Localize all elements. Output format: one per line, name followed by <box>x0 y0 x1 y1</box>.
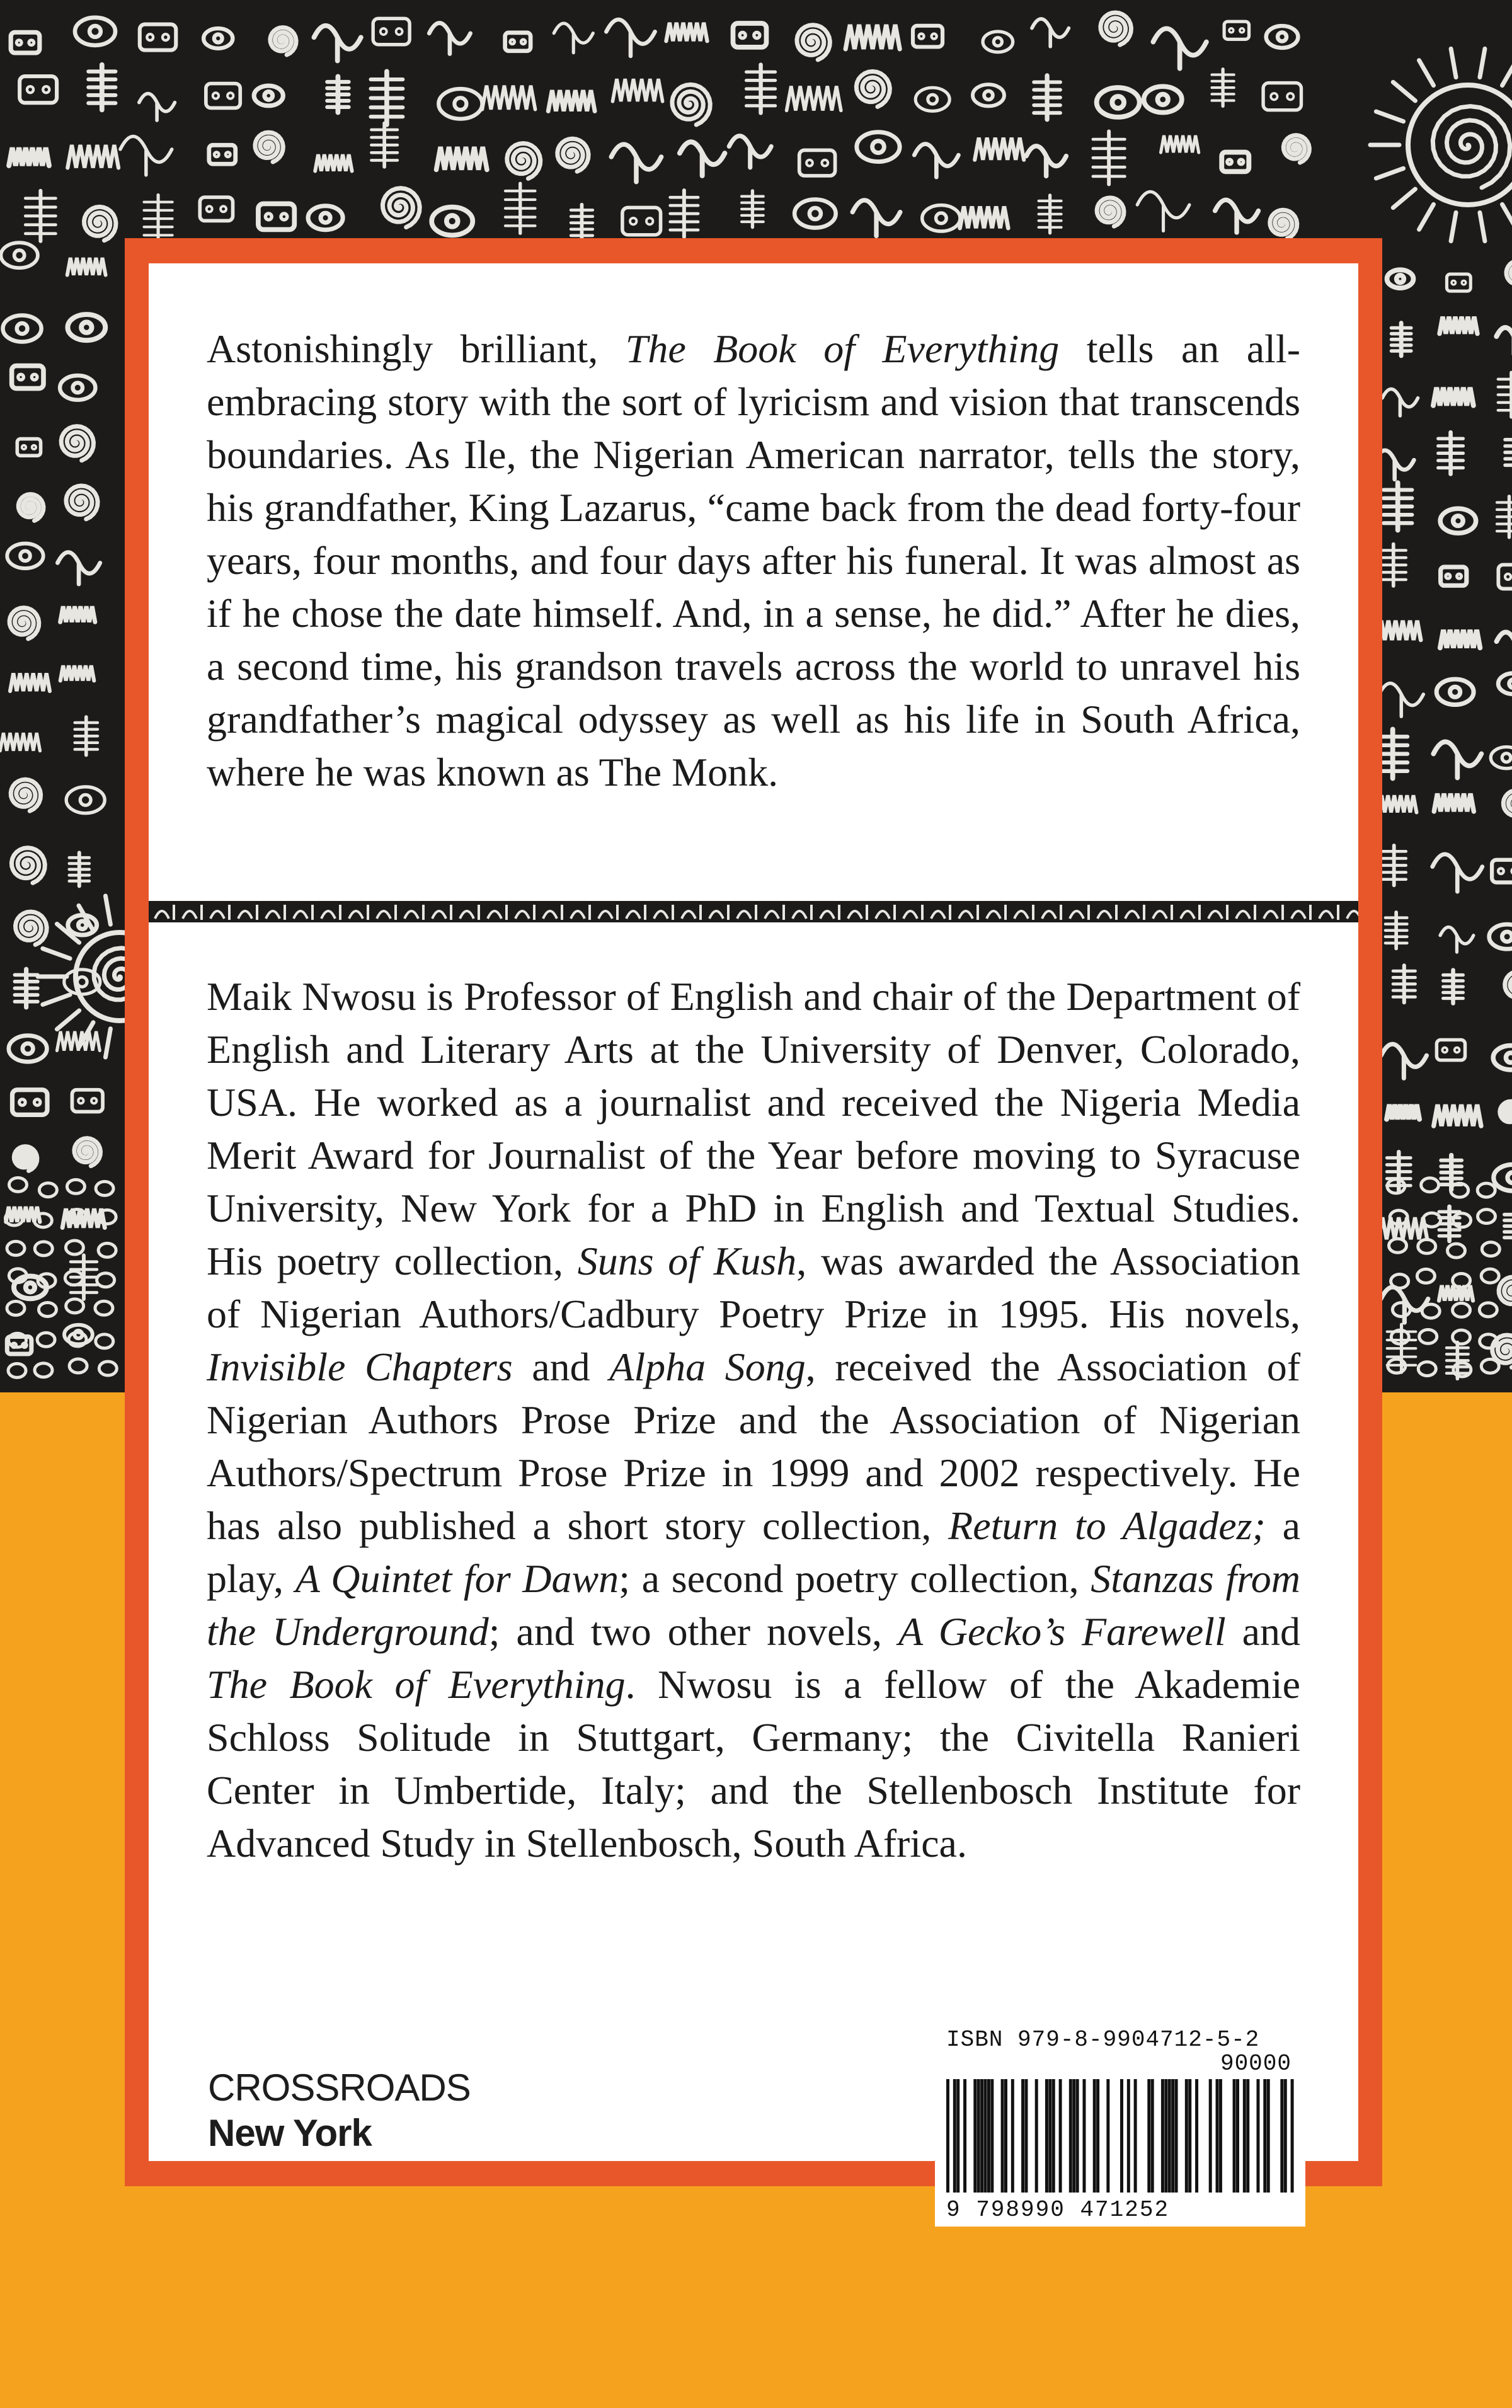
ean-digits: 9 798990 471252 <box>946 2197 1170 2223</box>
price-code: 90000 <box>1220 2051 1292 2077</box>
isbn-number: ISBN 979-8-9904712-5-2 <box>946 2027 1260 2053</box>
barcode-bars <box>946 2079 1294 2193</box>
publisher-city: New York <box>208 2112 372 2154</box>
isbn-barcode <box>935 2021 1305 2227</box>
book-title: The Book of Everything <box>625 326 1060 371</box>
synopsis-panel <box>149 263 1358 901</box>
artwork-divider-strip <box>149 901 1358 922</box>
author-bio-panel <box>149 922 1358 2161</box>
divider-doodles <box>149 901 1358 922</box>
publisher-imprint <box>208 2065 471 2156</box>
author-bio-text: Maik Nwosu is Professor of English and chair of the Department of English and Literary Arts at the University of Denver, Colorado, USA. He worked as a journalist and received the Nigeria Media Merit Award for Journalist of the Year before moving to Syracuse University, New York for a PhD in English and Textual Studies. His poetry collection, Suns of Kush, was awarded the Association of Nigerian Authors/Cadbury Poetry Prize in 1995. His novels, Invisible Chapters and Alpha Song, received the Association of Nigerian Authors Prose Prize and the Association of Nigerian Authors/Spectrum Prose Prize in 1999 and 2002 respectively. He has also published a short story collection, Return to Algadez; a play, A Quintet for Dawn; a second poetry collection, Stanzas from the Underground; and two other novels, A Gecko’s Farewell and The Book of Everything. Nwosu is a fellow of the Akademie Schloss Solitude in Stuttgart, Germany; the Civitella Ranieri Center in Umbertide, Italy; and the Stellenbosch Institute for Advanced Study in Stellenbosch, South Africa. <box>207 974 1301 1866</box>
publisher-name: CROSSROADS <box>208 2067 471 2109</box>
synopsis-text: Astonishingly brilliant, The Book of Everything tells an all-embracing story with the sort of lyricism and vision that transcends boundaries. As Ile, the Nigerian American narrator, tells the story, his grandfather, King Lazarus, “came back from the dead forty-four years, four months, and four days after his funeral. It was almost as if he chose the date himself. And, in a sense, he did.” After he dies, a second time, his grandson travels across the world to unravel his grandfather’s magical odyssey as well as his life in South Africa, where he was known as The Monk. <box>207 326 1301 794</box>
